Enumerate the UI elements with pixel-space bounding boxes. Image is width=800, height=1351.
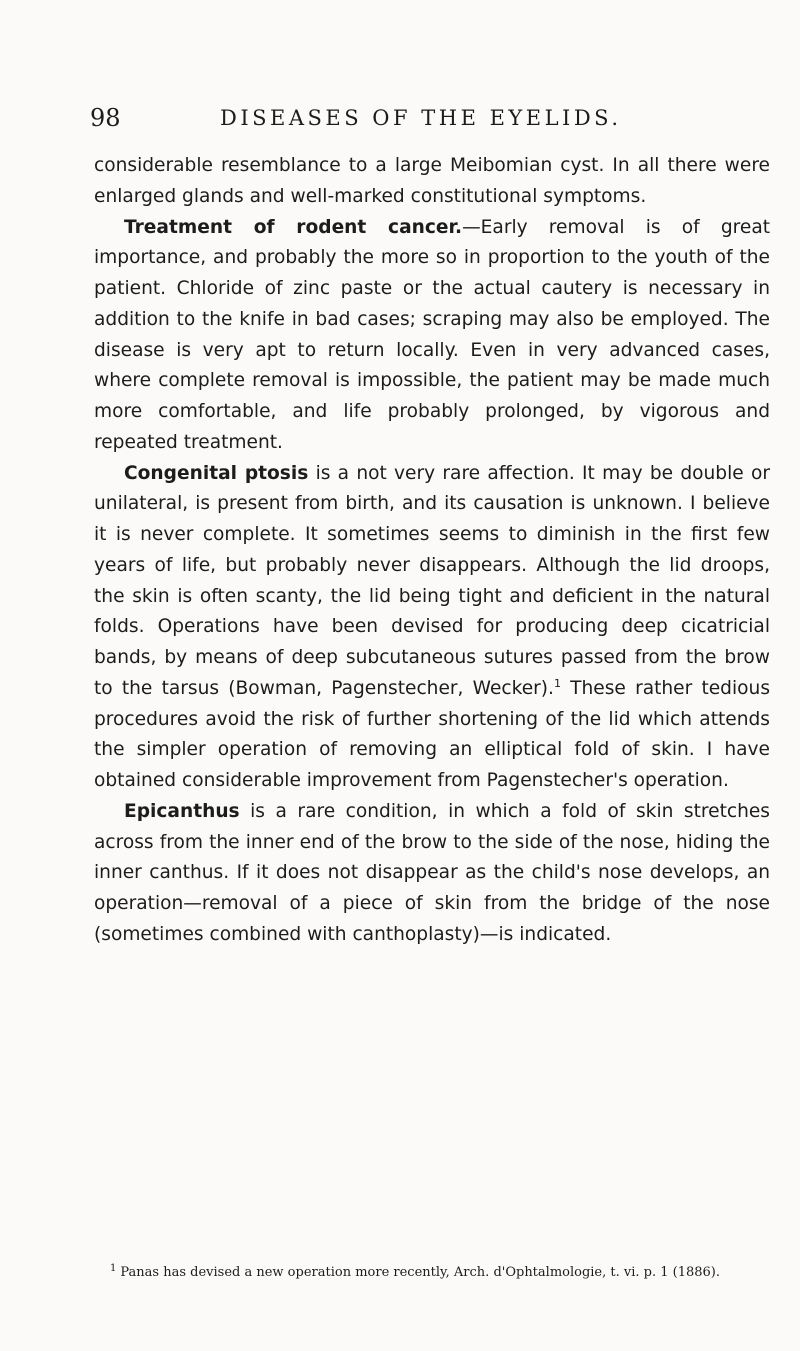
paragraph-text: is a rare condition, in which a fold of skin stretches across from the inner end of the brow to the side of the nose, hiding the inner canthus. If it does not disappear as the child's nose develops, an operation—removal of a piece of skin from the bridge of the nose (sometimes combined with canthoplasty)—is indicated. — [94, 800, 770, 945]
body-text — [94, 151, 770, 951]
page-header — [90, 100, 770, 136]
running-head: DISEASES OF THE EYELIDS. — [220, 106, 622, 130]
paragraph-congenital-ptosis — [94, 459, 770, 797]
footnote-paragraph — [94, 1262, 770, 1283]
footnote — [94, 1262, 770, 1283]
paragraph-text: considerable resemblance to a large Meibomian cyst. In all there were enlarged glands and well-marked constitutional symptoms. — [94, 155, 770, 207]
paragraph-continuation — [94, 151, 770, 213]
run-in-heading: Epicanthus — [124, 800, 240, 822]
run-in-heading: Treatment of rodent cancer. — [124, 216, 463, 238]
run-in-heading: Congenital ptosis — [124, 462, 309, 484]
footnote-marker: 1 — [110, 1262, 117, 1274]
paragraph-text: —Early removal is of great importance, and probably the more so in proportion to the youth of the patient. Chloride of zinc paste or the actual cautery is necessary in addition to the knife in bad cases; scraping may also be employed. The disease is very apt to return locally. Even in very advanced cases, where complete removal is impossible, the patient may be made much more comfortable, and life probably prolonged, by vigorous and repeated treatment. — [94, 216, 771, 453]
page-number: 98 — [90, 104, 121, 132]
paragraph-text: These rather tedious procedures avoid the risk of further shortening of the lid which attends the simpler operation of removing an elliptical fold of skin. I have obtained considerable improvement from Pagenstecher's operation. — [94, 677, 771, 791]
footnote-reference[interactable]: 1 — [553, 676, 561, 690]
paragraph-text: is a not very rare affection. It may be double or unilateral, is present from birth, and its causation is unknown. I believe it is never complete. It sometimes seems to diminish in the first few years of life, but probably never disappears. Although the lid droops, the skin is often scanty, the lid being tight and deficient in the natural folds. Operations have been devised for producing deep cicatricial bands, by means of deep subcutaneous sutures passed from the brow to the tarsus (Bowman, Pagenstecher, Wecker). — [94, 462, 770, 699]
paragraph-epicanthus — [94, 797, 770, 951]
footnote-text: Panas has devised a new operation more recently, Arch. d'Ophtalmologie, t. vi. p. 1 (1886). — [120, 1265, 720, 1280]
paragraph-rodent-cancer-treatment — [94, 213, 770, 459]
